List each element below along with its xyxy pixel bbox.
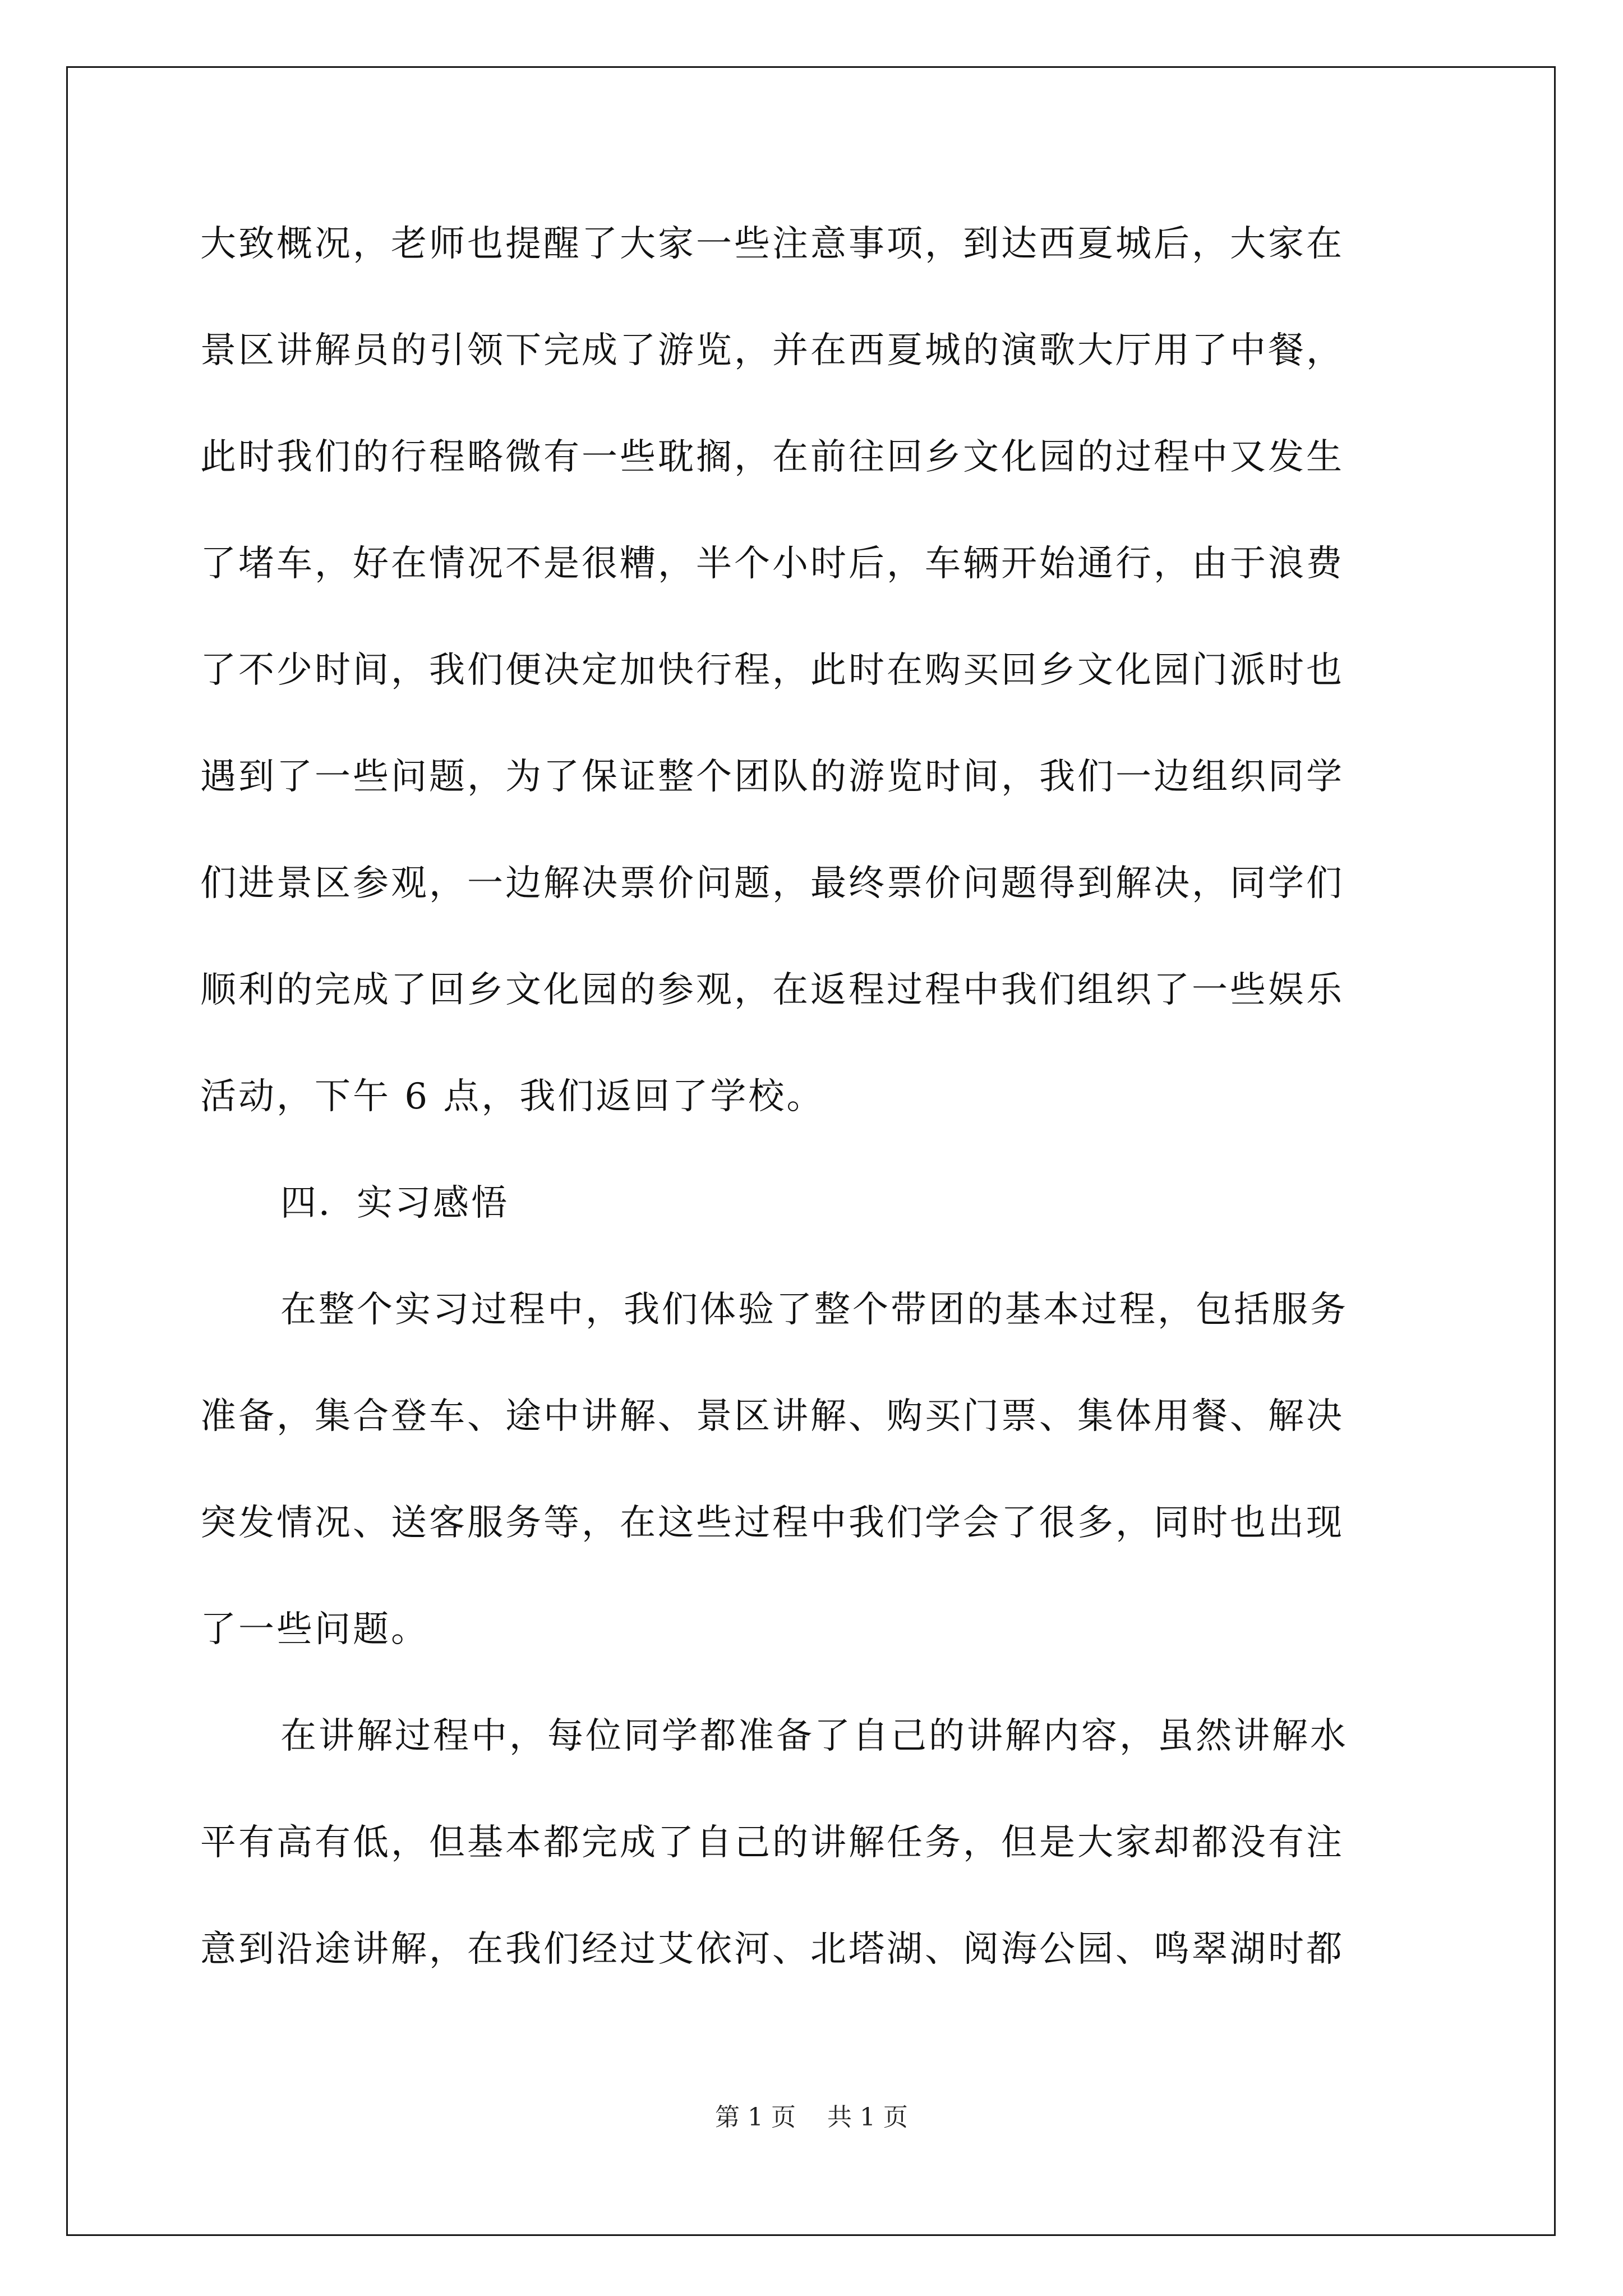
text-line: 准备，集合登车、途中讲解、景区讲解、购买门票、集体用餐、解决 bbox=[200, 1396, 1344, 1437]
text-line: 此时我们的行程略微有一些耽搁，在前往回乡文化园的过程中又发生 bbox=[200, 436, 1344, 478]
text-line: 突发情况、送客服务等，在这些过程中我们学会了很多，同时也出现 bbox=[200, 1502, 1344, 1544]
text-line: 了一些问题。 bbox=[200, 1609, 429, 1650]
page-border bbox=[66, 66, 1556, 2236]
text-line: 景区讲解员的引领下完成了游览，并在西夏城的演歌大厅用了中餐， bbox=[200, 330, 1344, 371]
text-line: 遇到了一些问题，为了保证整个团队的游览时间，我们一边组织同学 bbox=[200, 756, 1344, 798]
text-line: 大致概况，老师也提醒了大家一些注意事项，到达西夏城后，大家在 bbox=[200, 223, 1344, 265]
text-line: 了堵车，好在情况不是很糟，半个小时后，车辆开始通行，由于浪费 bbox=[200, 543, 1344, 585]
paragraph-first-line: 在整个实习过程中，我们体验了整个带团的基本过程，包括服务 bbox=[280, 1289, 1348, 1331]
section-heading: 四．实习感悟 bbox=[280, 1182, 509, 1224]
text-line: 顺利的完成了回乡文化园的参观，在返程过程中我们组织了一些娱乐 bbox=[200, 969, 1344, 1011]
text-line: 平有高有低，但基本都完成了自己的讲解任务，但是大家却都没有注 bbox=[200, 1822, 1344, 1864]
text-line: 意到沿途讲解，在我们经过艾依河、北塔湖、阅海公园、鸣翠湖时都 bbox=[200, 1929, 1344, 1970]
text-line: 们进景区参观，一边解决票价问题，最终票价问题得到解决，同学们 bbox=[200, 863, 1344, 904]
text-line: 活动，下午 6 点，我们返回了学校。 bbox=[200, 1076, 825, 1117]
page-number-footer: 第 1 页 共 1 页 bbox=[715, 2103, 908, 2132]
text-line: 了不少时间，我们便决定加快行程，此时在购买回乡文化园门派时也 bbox=[200, 650, 1344, 691]
paragraph-first-line: 在讲解过程中，每位同学都准备了自己的讲解内容，虽然讲解水 bbox=[280, 1715, 1348, 1757]
